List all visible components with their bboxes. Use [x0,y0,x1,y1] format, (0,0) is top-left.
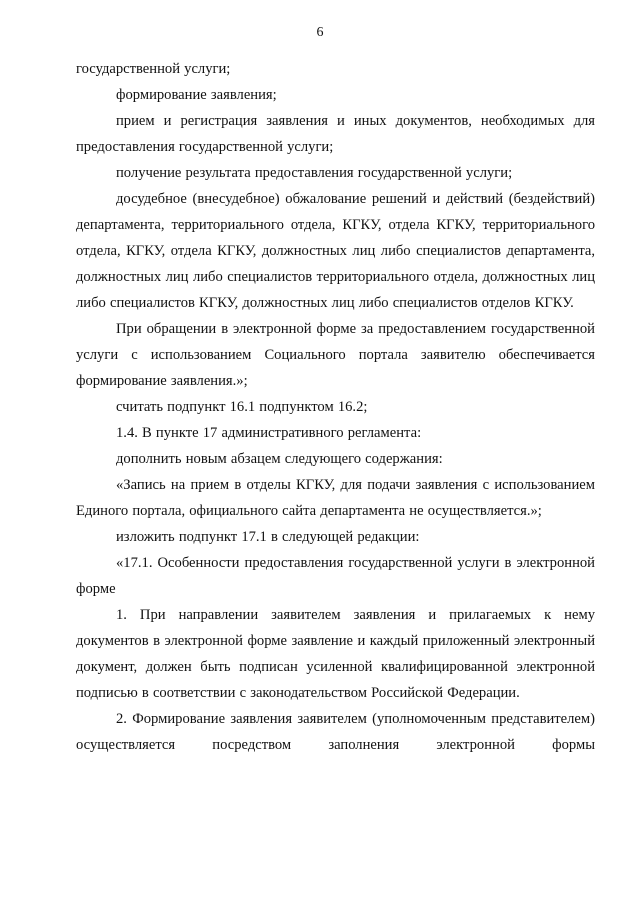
paragraph-3: прием и регистрация заявления и иных документов, необходимых для предоставления государственной услуги; [76,113,595,155]
paragraph-11: изложить подпункт 17.1 в следующей редакции: [116,529,420,545]
paragraph-8: 1.4. В пункте 17 административного регламента: [116,425,422,441]
paragraph-2: формирование заявления; [116,87,277,103]
paragraph-9: дополнить новым абзацем следующего содержания: [116,451,443,467]
paragraph-13: 1. При направлении заявителем заявления и прилагаемых к нему документов в электронной форме заявление и каждый приложенный электронный документ, должен быть подписан усиленной квалифицированной электронной подписью в соответствии с законодательством Российской Федерации. [76,607,595,701]
document-body [76,56,595,758]
paragraph-12: «17.1. Особенности предоставления государственной услуги в электронной форме [76,555,595,597]
paragraph-10: «Запись на прием в отделы КГКУ, для подачи заявления с использованием Единого портала, официального сайта департамента не осуществляется.»; [76,477,595,519]
paragraph-5: досудебное (внесудебное) обжалование решений и действий (бездействий) департамента, территориального отдела, КГКУ, отдела КГКУ, территориального отдела, КГКУ, отдела КГКУ, должностных лиц либо специалистов департамента, должностных лиц либо специалистов территориального отдела, должностных лиц либо специалистов КГКУ, должностных лиц либо специалистов отделов КГКУ. [76,191,595,311]
paragraph-6: При обращении в электронной форме за предоставлением государственной услуги с использованием Социального портала заявителю обеспечивается формирование заявления.»; [76,321,595,389]
paragraph-14: 2. Формирование заявления заявителем (уполномоченным представителем) осуществляется посредством заполнения электронной формы [76,711,595,753]
paragraph-7: считать подпункт 16.1 подпунктом 16.2; [116,399,368,415]
page-number: 6 [316,25,324,40]
paragraph-4: получение результата предоставления государственной услуги; [116,165,513,181]
paragraph-1: государственной услуги; [76,61,231,77]
